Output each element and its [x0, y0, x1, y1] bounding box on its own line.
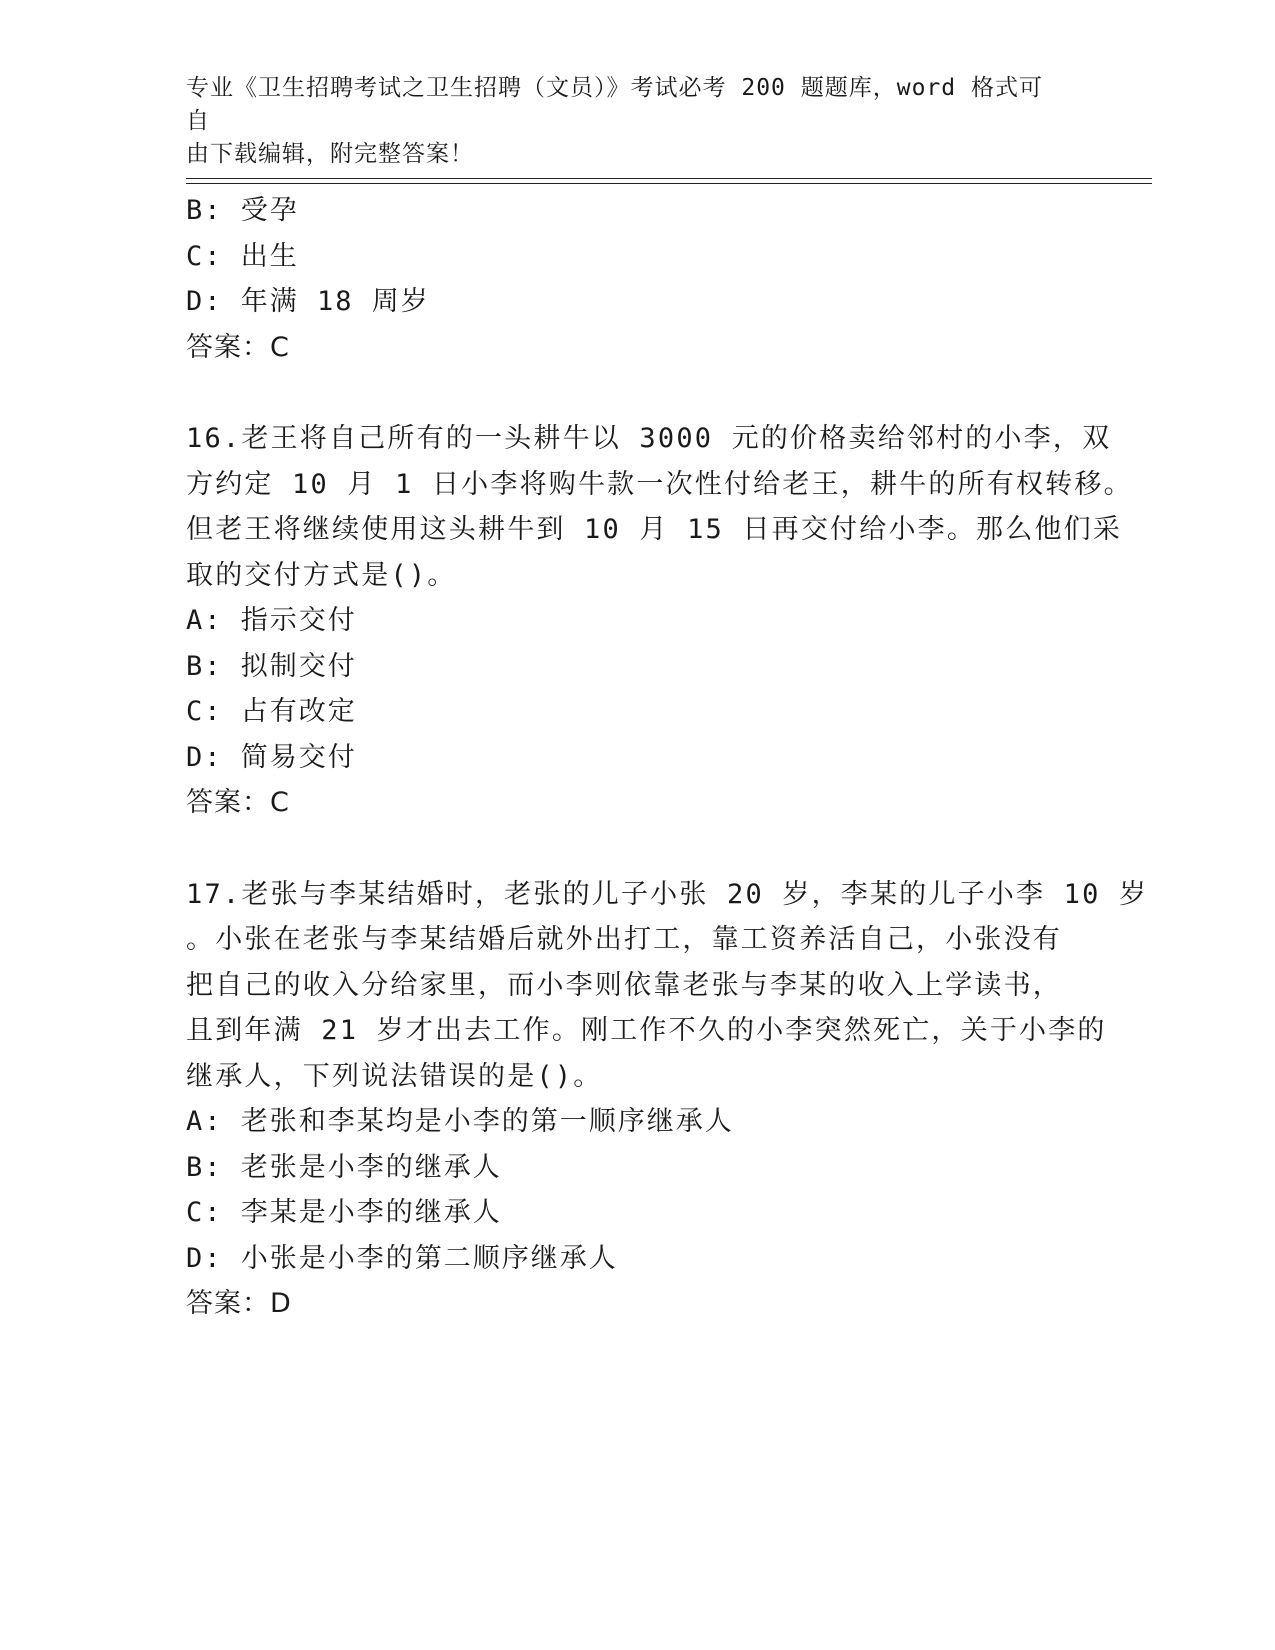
document-body: [186, 188, 1149, 1327]
question-16: [186, 416, 1133, 826]
option-d: D: 年满 18 周岁: [186, 286, 430, 317]
stem-line: 。小张在老张与李某结婚后就外出打工，靠工资养活自己，小张没有: [186, 924, 1062, 955]
stem-line: 且到年满 21 岁才出去工作。刚工作不久的小李突然死亡，关于小李的: [186, 1015, 1107, 1046]
header-divider-bottom: [186, 183, 1152, 184]
option-b: B: 受孕: [186, 195, 299, 226]
option-c: C: 出生: [186, 240, 299, 272]
option-a: A: 指示交付: [186, 605, 357, 636]
header-divider-top: [186, 178, 1152, 179]
option-b: B: 老张是小李的继承人: [186, 1151, 502, 1183]
spacer: [186, 826, 1086, 872]
option-c: C: 李某是小李的继承人: [186, 1197, 502, 1228]
spacer: [186, 370, 1086, 416]
stem-line: 16.老王将自己所有的一头耕牛以 3000 元的价格卖给邻村的小李，双: [186, 423, 1112, 454]
stem-line: 但老王将继续使用这头耕牛到 10 月 15 日再交付给小李。那么他们采: [186, 514, 1123, 545]
question-stem: [186, 416, 1133, 598]
stem-line: 取的交付方式是()。: [186, 559, 457, 591]
header-line-1: 专业《卫生招聘考试之卫生招聘（文员）》考试必考 200 题题库，word 格式可自: [186, 75, 1043, 134]
option-a: A: 老张和李某均是小李的第一顺序继承人: [186, 1106, 734, 1137]
question-15: [186, 188, 1086, 370]
option-d: D: 小张是小李的第二顺序继承人: [186, 1242, 618, 1274]
stem-line: 把自己的收入分给家里，而小李则依靠老张与李某的收入上学读书，: [186, 969, 1062, 1001]
option-b: B: 拟制交付: [186, 650, 357, 682]
option-d: D: 简易交付: [186, 741, 357, 773]
question-17: [186, 872, 1149, 1327]
stem-line: 方约定 10 月 1 日小李将购牛款一次性付给老王，耕牛的所有权转移。: [186, 468, 1133, 500]
option-c: C: 占有改定: [186, 696, 357, 727]
document-header: [186, 72, 1066, 171]
header-line-2: 由下载编辑，附完整答案！: [186, 141, 474, 167]
answer-line: 答案：C: [186, 331, 290, 363]
stem-line: 17.老张与李某结婚时，老张的儿子小张 20 岁，李某的儿子小李 10 岁: [186, 878, 1149, 910]
answer-line: 答案：C: [186, 787, 290, 818]
question-stem: [186, 872, 1149, 1100]
stem-line: 继承人，下列说法错误的是()。: [186, 1060, 603, 1092]
answer-line: 答案：D: [186, 1288, 292, 1319]
